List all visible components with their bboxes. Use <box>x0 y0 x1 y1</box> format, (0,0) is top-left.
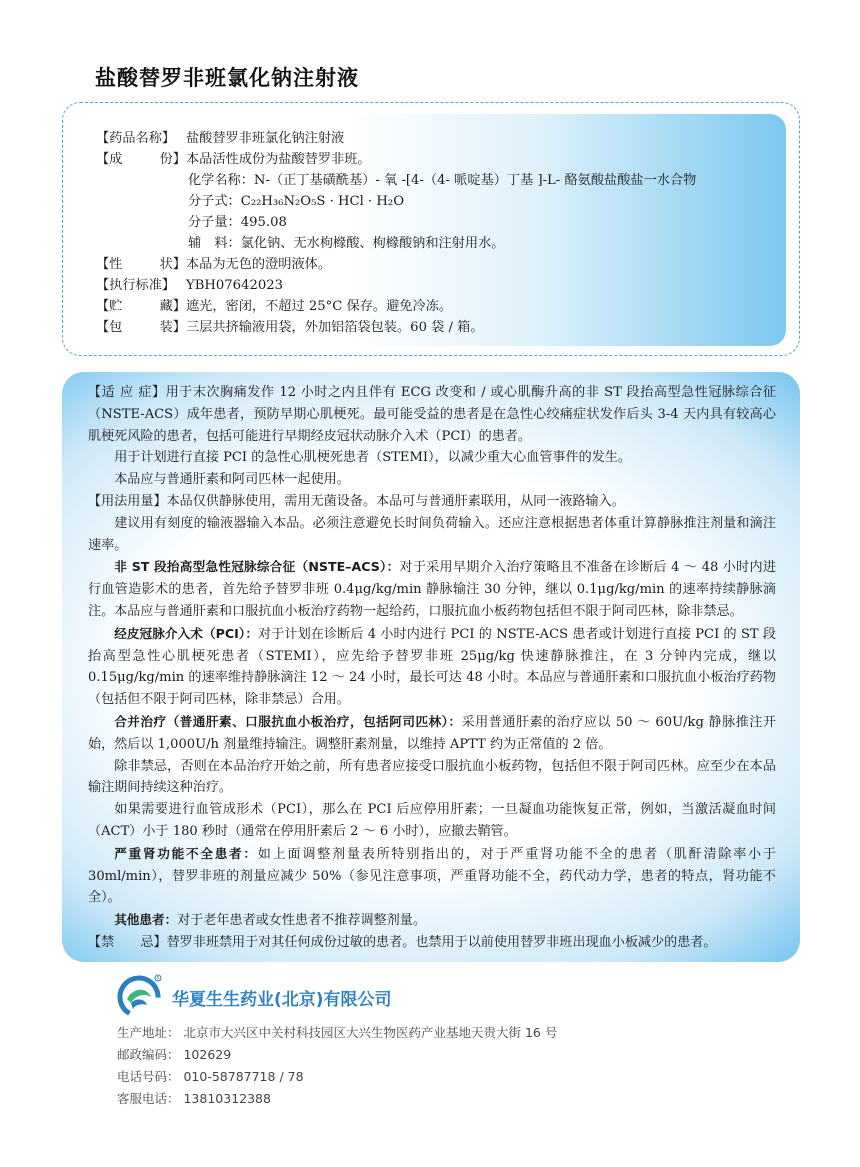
other-paragraph: 其他患者：对于老年患者或女性患者不推荐调整剂量。 <box>114 912 426 929</box>
nste-paragraph: 非 ST 段抬高型急性冠脉综合征（NSTE–ACS）：对于采用早期介入治疗策略且不准备在诊断后 4 ～ 48 小时内进行血管造影术的患者，首先给予替罗非班 0.4μg/kg/min 静脉输注 30 分钟，继以 0.1μg/kg/min 的速率持续静脉滴注。本品应与普通肝素和口服抗血小板治疗药物一起给药，口服抗血小板药物包括但不限于阿司匹林，除非禁忌。 <box>88 559 776 619</box>
usage-box-content <box>88 382 776 954</box>
combo-heading: 合并治疗（普通肝素、口服抗血小板治疗，包括阿司匹林）： <box>114 713 462 729</box>
nste-heading: 非 ST 段抬高型急性冠脉综合征（NSTE–ACS）： <box>114 559 400 575</box>
dosage-infusion-note: 建议用有刻度的输液器输入本品。必须注意避免长时间负荷输入。还应注意根据患者体重计算静脉推注剂量和滴注速率。 <box>88 515 776 553</box>
contraindication-label: 【禁 忌】 <box>88 934 167 950</box>
appearance-row <box>96 254 776 275</box>
chemical-name: 化学名称：N-（正丁基磺酰基）- 氧 -[4-（4- 哌啶基）丁基 ]-L- 酪氨酸盐酸盐一水合物 <box>188 173 697 188</box>
dosage-paragraph: 【用法用量】本品仅供静脉使用，需用无菌设备。本品可与普通肝素联用，从同一液路输入。 <box>88 493 625 509</box>
appearance-value: 本品为无色的澄明液体。 <box>186 257 332 272</box>
package-value: 三层共挤输液用袋，外加铝箔袋包装。60 袋 / 箱。 <box>186 320 484 335</box>
antiplatelet-note: 除非禁忌，否则在本品治疗开始之前，所有患者应接受口服抗血小板药物，包括但不限于阿司匹林。应至少在本品输注期间持续这种治疗。 <box>88 758 776 796</box>
service-phone: 客服电话： 13810312388 <box>117 1091 271 1106</box>
composition-row <box>96 149 776 170</box>
package-label: 【包 装】 <box>96 320 186 335</box>
standard-label: 【执行标准】 <box>96 278 176 293</box>
pci-paragraph: 经皮冠脉介入术（PCI）：对于计划在诊断后 4 小时内进行 PCI 的 NSTE-ACS 患者或计划进行直接 PCI 的 ST 段抬高型急性心肌梗死患者（STEMI），应先给予替罗非班 25μg/kg 快速静脉推注，在 3 分钟内完成，继以 0.15μg/kg/min 的速率维持静脉滴注 12 ～ 24 小时，最长可达 48 小时。本品应与普通肝素和口服抗血小板治疗药物（包括但不限于阿司匹林，除非禁忌）合用。 <box>88 625 776 708</box>
phone-number: 电话号码： 010-58787718 / 78 <box>117 1069 304 1084</box>
contraindication-paragraph: 【禁 忌】替罗非班禁用于对其任何成份过敏的患者。也禁用于以前使用替罗非班出现血小板减少的患者。 <box>88 934 717 950</box>
composition-value: 本品活性成份为盐酸替罗非班。 <box>186 152 371 167</box>
drug-name-label: 【药品名称】 <box>96 131 176 146</box>
storage-row <box>96 296 776 317</box>
pci-heading: 经皮冠脉介入术（PCI）： <box>114 625 259 641</box>
dosage-label: 【用法用量】 <box>88 493 167 509</box>
angioplasty-note: 如果需要进行血管成形术（PCI），那么在 PCI 后应停用肝素；一旦凝血功能恢复正常，例如，当激活凝血时间（ACT）小于 180 秒时（通常在停用肝素后 2 ～ 6 小时），应撤去鞘管。 <box>88 802 776 839</box>
molecular-weight: 分子量：495.08 <box>188 215 287 230</box>
combo-paragraph: 合并治疗（普通肝素、口服抗血小板治疗，包括阿司匹林）：采用普通肝素的治疗应以 50 ～ 60U/kg 静脉推注开始，然后以 1,000U/h 剂量维持输注。调整肝素剂量，以维持 APTT 约为正常值的 2 倍。 <box>88 713 776 752</box>
indication-label: 【适 应 症】 <box>88 385 166 400</box>
molecular-formula: 分子式：C₂₂H₃₆N₂O₅S · HCl · H₂O <box>188 194 405 209</box>
drug-name-row <box>96 128 776 149</box>
drug-name-value: 盐酸替罗非班氯化钠注射液 <box>186 131 345 146</box>
page-title: 盐酸替罗非班氯化钠注射液 <box>95 66 359 90</box>
package-row <box>96 317 776 338</box>
standard-value: YBH07642023 <box>186 278 284 293</box>
other-heading: 其他患者： <box>114 912 178 928</box>
excipients: 辅 料：氯化钠、无水枸橼酸、枸橼酸钠和注射用水。 <box>188 236 505 251</box>
svg-text:R: R <box>156 975 160 981</box>
company-name: 华夏生生药业(北京)有限公司 <box>172 990 392 1010</box>
info-box-content <box>96 128 776 338</box>
company-logo-icon <box>117 973 163 1019</box>
indication-paragraph: 【适 应 症】用于末次胸痛发作 12 小时之内且伴有 ECG 改变和 / 或心肌酶升高的非 ST 段抬高型急性冠脉综合征（NSTE-ACS）成年患者，预防早期心肌梗死。最可能受益的患者是在急性心绞痛症状发作后头 3-4 天内具有较高心肌梗死风险的患者，包括可能进行早期经皮冠状动脉介入术（PCI）的患者。 <box>88 385 777 444</box>
storage-value: 遮光，密闭，不超过 25°C 保存。避免冷冻。 <box>186 299 453 314</box>
production-address: 生产地址： 北京市大兴区中关村科技园区大兴生物医药产业基地天贵大街 16 号 <box>117 1025 558 1040</box>
storage-label: 【贮 藏】 <box>96 299 186 314</box>
composition-label: 【成 份】 <box>96 152 186 167</box>
company-contact <box>117 1022 557 1110</box>
renal-paragraph: 严重肾功能不全患者：如上面调整剂量表所特别指出的，对于严重肾功能不全的患者（肌酐清除率小于 30ml/min），替罗非班的剂量应减少 50%（参见注意事项，严重肾功能不全，药代动力学，患者的特点，肾功能不全）。 <box>88 845 777 906</box>
postcode: 邮政编码： 102629 <box>117 1047 232 1062</box>
standard-row <box>96 275 776 296</box>
indication-stemi: 用于计划进行直接 PCI 的急性心肌梗死患者（STEMI），以减少重大心血管事件的发生。 <box>114 450 631 466</box>
indication-combination: 本品应与普通肝素和阿司匹林一起使用。 <box>114 472 350 488</box>
renal-heading: 严重肾功能不全患者： <box>114 845 258 861</box>
appearance-label: 【性 状】 <box>96 257 186 272</box>
